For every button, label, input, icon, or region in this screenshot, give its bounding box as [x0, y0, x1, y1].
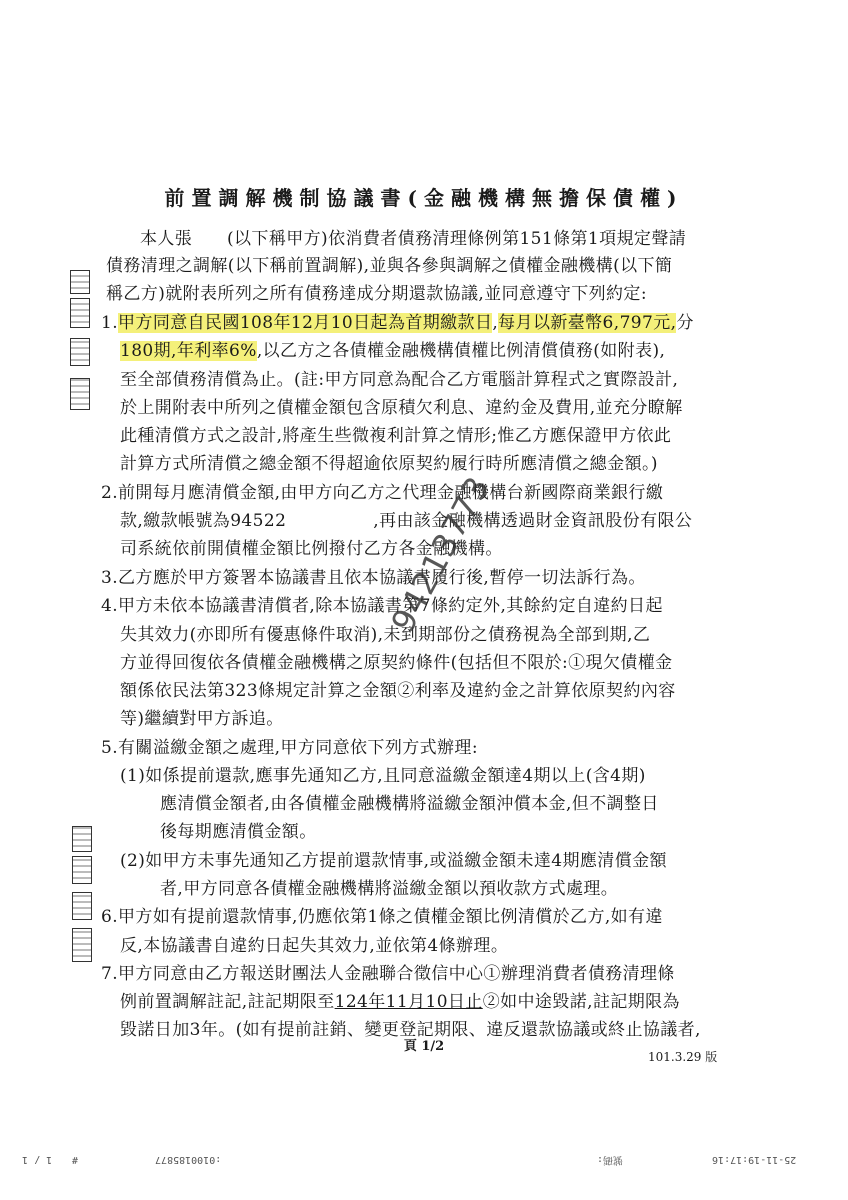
clause-7-line-2: 例前置調解註記,註記期限至124年11月10日止②如中途毀諾,註記期限為	[120, 992, 680, 1012]
clause-4-line-1: 4.甲方未依本協議書清償者,除本協議書第7條約定外,其餘約定自違約日起	[101, 596, 663, 616]
clause-5-sub-2-line-2: 者,甲方同意各債權金融機構將溢繳金額以預收款方式處理。	[160, 879, 619, 899]
clause-2-line-1: 2.前開每月應清償金額,由甲方向乙方之代理金融機構台新國際商業銀行繳	[101, 483, 664, 503]
margin-seal-mark	[70, 270, 90, 294]
fax-strip	[0, 1150, 848, 1170]
clause-7-line-1: 7.甲方同意由乙方報送財團法人金融聯合徵信中心①辦理消費者債務清理條	[101, 964, 675, 984]
clause-5-sub-1-line-1: (1)如係提前還款,應事先通知乙方,且同意溢繳金額達4期以上(含4期)	[120, 766, 646, 786]
clause-4-line-3: 方並得回復依各債權金融機構之原契約條件(包括但不限於:①現欠債權金	[120, 653, 673, 673]
clause-1-line-6: 計算方式所清償之總金額不得超逾依原契約履行時所應清償之總金額。)	[120, 454, 658, 474]
registration-deadline: 124年11月10日止	[334, 992, 483, 1012]
intro-line-2: 債務清理之調解(以下稱前置調解),並與各參與調解之債權金融機構(以下簡	[106, 256, 673, 276]
clause-5-line-1: 5.有關溢繳金額之處理,甲方同意依下列方式辦理:	[101, 738, 478, 758]
clause-4-line-5: 等)繼續對甲方訴追。	[120, 709, 284, 729]
fax-page-count: 1 / 1	[22, 1154, 53, 1165]
form-version: 101.3.29 版	[648, 1050, 718, 1064]
first-payment-date: 甲方同意自民國108年12月10日起為首期繳款日	[118, 313, 493, 333]
clause-2-line-3: 司系統依前開債權金額比例撥付乙方各金融機構。	[120, 539, 503, 559]
margin-seal-mark	[72, 826, 92, 852]
clause-7-line-3: 毀諾日加3年。(如有提前註銷、變更登記期限、違反還款協議或終止協議者,	[120, 1020, 701, 1040]
clause-2-line-2: 款,繳款帳號為94522 ,再由該金融機構透過財金資訊股份有限公	[120, 511, 693, 531]
clause-4-line-2: 失其效力(亦即所有優惠條件取消),未到期部份之債務視為全部到期,乙	[120, 625, 651, 645]
margin-seal-mark	[70, 338, 90, 366]
clause-5-sub-1-line-3: 後每期應清償金額。	[160, 822, 317, 842]
monthly-amount: 每月以新臺幣6,797元,	[498, 313, 677, 333]
margin-seal-mark	[72, 892, 92, 920]
clause-5-sub-2-line-1: (2)如甲方未事先通知乙方提前還款情事,或溢繳金額未達4期應清償金額	[120, 851, 667, 871]
clause-1-line-4: 於上開附表中所列之債權金額包含原積欠利息、違約金及費用,並充分瞭解	[120, 398, 683, 418]
clause-1-number: 1.	[101, 313, 119, 333]
page-number: 頁 1/2	[403, 1039, 445, 1054]
clause-6-line-1: 6.甲方如有提前還款情事,仍應依第1條之債權金額比例清償於乙方,如有違	[101, 907, 663, 927]
clause-1-line-1: 1.甲方同意自民國108年12月10日起為首期繳款日,每月以新臺幣6,797元,分	[101, 313, 694, 333]
margin-seal-mark	[72, 856, 92, 884]
clause-3-line-1: 3.乙方應於甲方簽署本協議書且依本協議書履行後,暫停一切法訴行為。	[101, 568, 646, 588]
handwritten-number: 94213773	[383, 469, 498, 639]
fax-label: 號碼:	[597, 1154, 624, 1165]
clause-5-sub-1-line-2: 應清償金額者,由各債權金融機構將溢繳金額沖償本金,但不調整日	[160, 794, 659, 814]
fax-hash: #	[72, 1154, 79, 1165]
intro-line-1: 本人張 (以下稱甲方)依消費者債務清理條例第151條第1項規定聲請	[140, 229, 687, 249]
margin-seal-mark	[70, 298, 90, 328]
clause-1-line-3: 至全部債務清償為止。(註:甲方同意為配合乙方電腦計算程式之實際設計,	[120, 370, 679, 390]
intro-line-3: 稱乙方)就附表所列之所有債務達成分期還款協議,並同意遵守下列約定:	[106, 284, 647, 304]
clause-6-line-2: 反,本協議書自違約日起失其效力,並依第4條辦理。	[120, 936, 509, 956]
margin-seal-mark	[72, 928, 92, 962]
clause-4-line-4: 額係依民法第323條規定計算之金額②利率及違約金之計算依原契約內容	[120, 681, 676, 701]
term-and-rate: 180期,年利率6%	[120, 341, 257, 361]
fax-number: :0100185877	[155, 1154, 222, 1165]
fax-datetime: 25-11-19:17:16	[712, 1154, 797, 1165]
margin-seal-mark	[70, 378, 90, 410]
clause-1-line-2: 180期,年利率6%,以乙方之各債權金融機構債權比例清償債務(如附表),	[120, 341, 666, 361]
document-title: 前置調解機制協議書(金融機構無擔保債權)	[164, 186, 684, 210]
clause-1-line-5: 此種清償方式之設計,將產生些微複利計算之情形;惟乙方應保證甲方依此	[120, 426, 672, 446]
